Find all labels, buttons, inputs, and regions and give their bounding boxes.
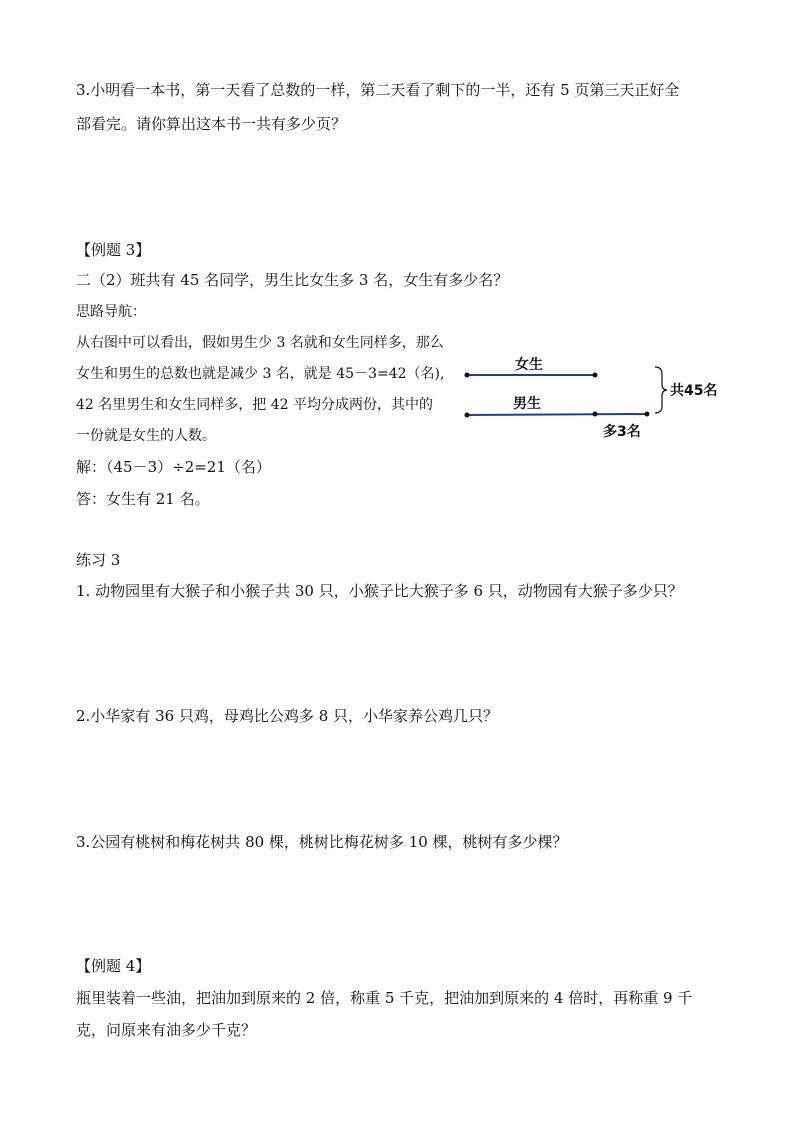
label-girls: 女生 [515,357,543,373]
example3-hint-line-3: 42 名里男生和女生同样多，把 42 平均分成两份，其中的 [76,397,433,413]
example3-solution: 解：（45－3）÷2=21（名） [76,458,271,476]
example3-hint-title: 思路导航： [76,304,146,320]
boys-segment-mid-dot [593,412,598,417]
girls-segment-end-dot [593,373,598,378]
total-brace [655,367,667,413]
example3-hint-line-1: 从右图中可以看出，假如男生少 3 名就和女生同样多，那么 [76,335,444,351]
label-total: 共45名 [670,383,718,399]
label-more: 多3名 [603,424,641,440]
example4-line2: 克，问原来有油多少千克？ [76,1021,257,1039]
boys-segment-start-dot [465,413,470,418]
girls-segment-start-dot [465,373,470,378]
example4-line1: 瓶里装着一些油，把油加到原来的 2 倍，称重 5 千克，把油加到原来的 4 倍时，再称重 9 千 [76,989,693,1007]
exercise3-header: 练习 3 [76,551,121,569]
q3-line2: 部看完。请你算出这本书一共有多少页？ [76,115,347,133]
example3-hint-line-2: 女生和男生的总数也就是减少 3 名，就是 45－3=42（名), [76,366,445,382]
label-boys: 男生 [513,396,541,412]
example3-answer: 答：女生有 21 名。 [76,490,210,508]
boys-segment-end-dot [645,412,650,417]
exercise3-q1: 1. 动物园里有大猴子和小猴子共 30 只，小猴子比大猴子多 6 只，动物园有大猴子多少只？ [76,582,683,600]
segment-diagram [455,350,735,450]
example4-header: 【例题 4】 [76,957,151,975]
exercise3-q2: 2.小华家有 36 只鸡，母鸡比公鸡多 8 只，小华家养公鸡几只？ [76,707,499,725]
boys-segment [467,414,647,415]
q3-line1: 3.小明看一本书，第一天看了总数的一样，第二天看了剩下的一半，还有 5 页第三天正好全 [76,81,680,99]
example3-hint-line-4: 一份就是女生的人数。 [76,428,216,444]
example3-question: 二（2）班共有 45 名同学，男生比女生多 3 名，女生有多少名？ [76,271,509,289]
example3-header: 【例题 3】 [76,241,151,259]
exercise3-q3: 3.公园有桃树和梅花树共 80 棵，桃树比梅花树多 10 棵，桃树有多少棵？ [76,833,568,851]
